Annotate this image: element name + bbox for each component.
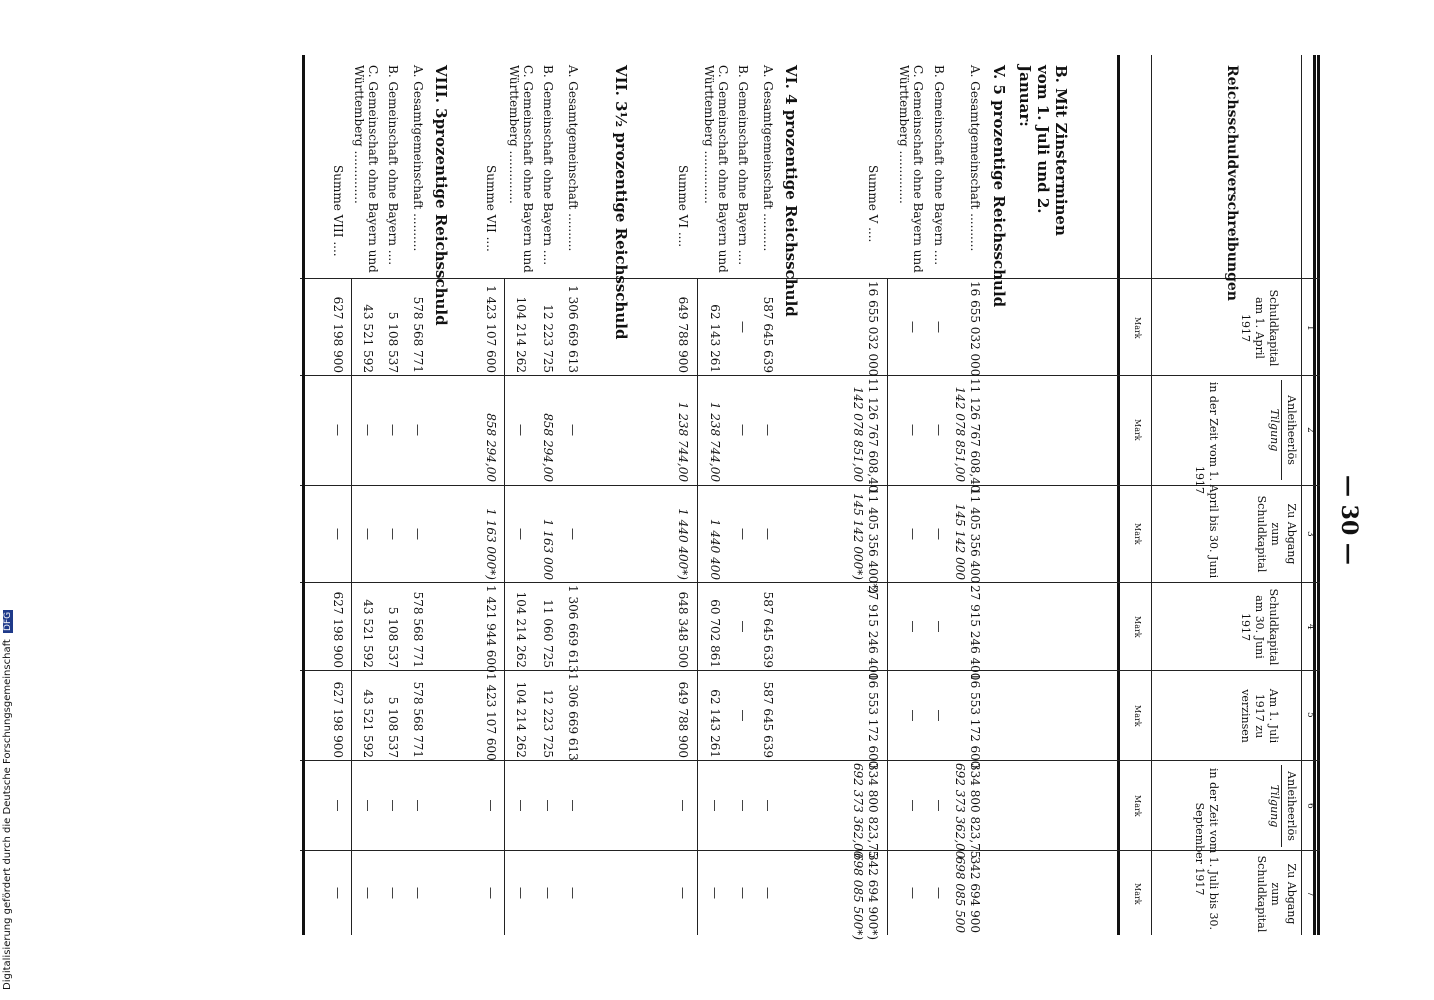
- cell: —: [906, 424, 920, 436]
- row-label: C. Gemeinschaft ohne Bayern und Württemberg ..............: [702, 65, 730, 273]
- col-rule-4: [300, 582, 1320, 583]
- cell: 587 645 639: [761, 591, 775, 668]
- section-b-heading: B. Mit Zinsterminen vom 1. Juli und 2. Januar:: [1016, 65, 1070, 236]
- cell: —: [514, 424, 528, 436]
- cell: —: [514, 887, 528, 899]
- cell: 5 108 537: [386, 696, 400, 758]
- sum-label: Summe VIII ....: [331, 165, 345, 257]
- top-rule: [1317, 55, 1320, 935]
- col-rule-5: [300, 670, 1320, 671]
- cell: —: [411, 887, 425, 899]
- cell: 11 126 767 608,40: [968, 378, 982, 493]
- col-number-2: 2: [1305, 427, 1315, 433]
- sum-cell: 342 694 900*): [866, 853, 880, 941]
- cell: 1 440 400: [708, 518, 722, 580]
- unit-rule: [1151, 55, 1152, 935]
- bottom-rule: [302, 55, 305, 935]
- sum-cell: 698 085 500*): [851, 853, 865, 941]
- sum-cell: 692 373 362,00: [851, 763, 865, 859]
- col-rule-6: [300, 760, 1320, 761]
- cell: 578 568 771: [411, 296, 425, 373]
- cell: —: [932, 620, 946, 633]
- col-number-7: 7: [1305, 891, 1315, 897]
- row-label: A. Gesamtgemeinschaft ..........: [566, 65, 580, 252]
- col-rule-2: [300, 375, 1320, 376]
- cell: —: [736, 799, 750, 812]
- sum-cell: —: [331, 887, 345, 899]
- cell: 1 306 669 613: [566, 585, 580, 673]
- cell: 11 060 725: [541, 599, 555, 668]
- cell: 858 294,00: [541, 413, 555, 482]
- col-number-5: 5: [1305, 712, 1315, 718]
- cell: 43 521 592: [361, 689, 375, 758]
- cell: —: [932, 799, 946, 812]
- cell: —: [411, 799, 425, 812]
- sum-cell: 648 348 500: [676, 591, 690, 668]
- label-column-header: Reichsschuldverschreibungen: [1224, 65, 1240, 301]
- sum-cell: 145 142 000*): [851, 492, 865, 580]
- row-label: B. Gemeinschaft ohne Bayern ....: [736, 65, 750, 266]
- col1-header: Schuldkapital am 1. April 1917: [1239, 289, 1280, 367]
- sum-cell: 1 421 944 600: [484, 585, 498, 673]
- sum-cell: 334 800 823,75: [866, 763, 880, 859]
- cell: —: [361, 887, 375, 899]
- unit-col3: Mark: [1133, 523, 1142, 545]
- col23-period: in der Zeit vom 1. April bis 30. Juni 1917: [1193, 381, 1220, 579]
- col7-header-top: Zu Abgang: [1285, 863, 1298, 925]
- sum-cell: 627 198 900: [331, 296, 345, 373]
- cell: 62 143 261: [708, 689, 722, 758]
- cell: —: [566, 424, 580, 436]
- dfg-logo: DFG: [3, 611, 13, 631]
- col2-header-bottom: Tilgung: [1267, 380, 1282, 480]
- cell: —: [736, 321, 750, 333]
- section-title: V. 5 prozentige Reichsschuld: [990, 65, 1008, 308]
- sum-rule: [887, 278, 888, 935]
- col6-header-bottom: Tilgung: [1267, 765, 1282, 847]
- unit-col6: Mark: [1133, 795, 1142, 817]
- cell: —: [566, 799, 580, 812]
- row-label: B. Gemeinschaft ohne Bayern ....: [932, 65, 946, 266]
- cell: —: [761, 887, 775, 899]
- row-label: C. Gemeinschaft ohne Bayern und Württemberg ..............: [507, 65, 535, 273]
- sum-cell: 16 553 172 600: [866, 673, 880, 769]
- cell: 43 521 592: [361, 304, 375, 373]
- col2-header-top: Anleiheerlös: [1285, 395, 1298, 465]
- sum-cell: 858 294,00: [484, 413, 498, 482]
- cell: 1 306 669 613: [566, 673, 580, 761]
- cell: 104 214 262: [514, 296, 528, 373]
- cell: —: [736, 528, 750, 540]
- cell: 145 142 000: [953, 503, 967, 580]
- unit-col2: Mark: [1133, 419, 1142, 441]
- sum-label: Summe VI ....: [676, 165, 690, 248]
- cell: —: [566, 528, 580, 540]
- cell: —: [906, 620, 920, 633]
- sum-cell: —: [676, 887, 690, 899]
- cell: 62 143 261: [708, 304, 722, 373]
- cell: —: [411, 528, 425, 540]
- row-label: A. Gesamtgemeinschaft ..........: [761, 65, 775, 252]
- cell: 5 108 537: [386, 311, 400, 373]
- cell: —: [386, 887, 400, 899]
- cell: 587 645 639: [761, 681, 775, 758]
- section-title: VIII. 3prozentige Reichsschuld: [432, 65, 450, 326]
- sum-rule: [504, 278, 505, 935]
- cell: —: [708, 799, 722, 812]
- cell: —: [566, 887, 580, 899]
- sum-cell: 11 126 767 608,40: [866, 378, 880, 493]
- sum-label: Summe V ....: [866, 165, 880, 243]
- sum-cell: —: [676, 799, 690, 812]
- cell: 5 108 537: [386, 606, 400, 668]
- cell: 334 800 823,75: [968, 763, 982, 859]
- sum-cell: 627 198 900: [331, 591, 345, 668]
- cell: —: [932, 321, 946, 333]
- row-label: A. Gesamtgemeinschaft ..........: [411, 65, 425, 252]
- cell: —: [932, 887, 946, 899]
- sum-cell: 649 788 900: [676, 681, 690, 758]
- row-label: C. Gemeinschaft ohne Bayern und Württemberg ..............: [352, 65, 380, 273]
- sum-label: Summe VII ....: [484, 165, 498, 252]
- col-number-1: 1: [1305, 325, 1315, 331]
- sum-cell: 16 655 032 000: [866, 281, 880, 377]
- col67-period: in der Zeit vom 1. Juli bis 30. September 1917: [1193, 768, 1220, 930]
- sum-cell: 142 078 851,00: [851, 386, 865, 482]
- sum-cell: 1 163 000*): [484, 508, 498, 580]
- row-label: A. Gesamtgemeinschaft ..........: [968, 65, 982, 252]
- sum-cell: —: [331, 424, 345, 436]
- sum-rule: [697, 278, 698, 935]
- cell: 16 553 172 600: [968, 673, 982, 769]
- cell: —: [906, 321, 920, 333]
- cell: 578 568 771: [411, 591, 425, 668]
- cell: —: [906, 528, 920, 540]
- cell: —: [736, 620, 750, 633]
- cell: —: [708, 887, 722, 899]
- cell: —: [514, 799, 528, 812]
- cell: —: [932, 424, 946, 436]
- col6-header-top: Anleiheerlös: [1285, 771, 1298, 841]
- col-rule-7: [300, 850, 1320, 851]
- digitization-footer: [2, 0, 13, 990]
- footer-text: Digitalisierung gefördert durch die Deutsche Forschungsgemeinschaft: [2, 639, 13, 990]
- cell: 11 405 356 400: [968, 488, 982, 584]
- cell: 104 214 262: [514, 591, 528, 668]
- col-number-4: 4: [1305, 624, 1315, 630]
- row-label: B. Gemeinschaft ohne Bayern ....: [541, 65, 555, 266]
- sum-cell: 627 198 900: [331, 681, 345, 758]
- cell: 12 223 725: [541, 304, 555, 373]
- section-title: VII. 3½ prozentige Reichsschuld: [612, 65, 630, 340]
- col-rule-3: [300, 485, 1320, 486]
- sum-cell: 1 440 400*): [676, 508, 690, 580]
- col-rule-1: [300, 278, 1320, 279]
- cell: —: [761, 424, 775, 436]
- cell: —: [736, 887, 750, 899]
- cell: —: [514, 528, 528, 540]
- sum-cell: 649 788 900: [676, 296, 690, 373]
- cell: 27 915 246 400: [968, 585, 982, 681]
- cell: —: [736, 709, 750, 722]
- row-label: B. Gemeinschaft ohne Bayern ....: [386, 65, 400, 266]
- cell: 698 085 500: [953, 856, 967, 933]
- cell: 692 373 362,00: [953, 763, 967, 859]
- cell: —: [906, 709, 920, 722]
- col-number-3: 3: [1305, 531, 1315, 537]
- cell: —: [386, 424, 400, 436]
- cell: 342 694 900: [968, 856, 982, 933]
- row-label: C. Gemeinschaft ohne Bayern und Württemberg ..............: [897, 65, 925, 273]
- cell: 587 645 639: [761, 296, 775, 373]
- sum-cell: —: [331, 528, 345, 540]
- unit-col7: Mark: [1133, 883, 1142, 905]
- cell: —: [932, 528, 946, 540]
- cell: —: [386, 528, 400, 540]
- sum-cell: —: [484, 887, 498, 899]
- cell: —: [932, 709, 946, 722]
- cell: —: [761, 799, 775, 812]
- cell: 12 223 725: [541, 689, 555, 758]
- cell: —: [411, 424, 425, 436]
- col3-header-bottom: zum Schuldkapital: [1255, 495, 1282, 573]
- sum-cell: 1 238 744,00: [676, 401, 690, 482]
- page-number: — 30 —: [1336, 475, 1362, 565]
- sum-cell: 11 405 356 400*): [866, 488, 880, 595]
- cell: —: [361, 424, 375, 436]
- sum-cell: 27 915 246 400: [866, 585, 880, 681]
- cell: 60 702 861: [708, 599, 722, 668]
- cell: —: [386, 799, 400, 812]
- cell: —: [541, 799, 555, 812]
- cell: 578 568 771: [411, 681, 425, 758]
- section-title: VI. 4 prozentige Reichsschuld: [782, 65, 800, 317]
- cell: 43 521 592: [361, 599, 375, 668]
- sum-rule: [351, 278, 352, 935]
- col-number-6: 6: [1305, 803, 1315, 809]
- col3-header-top: Zu Abgang: [1285, 503, 1298, 565]
- header-bottom-rule: [1117, 55, 1120, 935]
- cell: —: [736, 424, 750, 436]
- cell: 142 078 851,00: [953, 386, 967, 482]
- cell: —: [906, 799, 920, 812]
- unit-col1: Mark: [1133, 317, 1142, 339]
- unit-col4: Mark: [1133, 616, 1142, 638]
- col5-header: Am 1. Juli 1917 zu verzinsen: [1239, 688, 1280, 744]
- rotated-table-sheet: [300, 55, 1362, 941]
- cell: 16 655 032 000: [968, 281, 982, 377]
- cell: —: [361, 799, 375, 812]
- col4-header: Schuldkapital am 30. Juni 1917: [1239, 588, 1280, 666]
- unit-col5: Mark: [1133, 705, 1142, 727]
- sum-cell: —: [331, 799, 345, 812]
- cell: —: [541, 887, 555, 899]
- sum-cell: 1 423 107 600: [484, 673, 498, 761]
- column-number-rule: [1301, 55, 1302, 935]
- cell: —: [761, 528, 775, 540]
- sum-cell: 1 423 107 600: [484, 285, 498, 373]
- sum-cell: —: [484, 799, 498, 812]
- cell: 1 238 744,00: [708, 401, 722, 482]
- cell: —: [906, 887, 920, 899]
- col7-header-bottom: zum Schuldkapital: [1255, 855, 1282, 933]
- cell: 1 306 669 613: [566, 285, 580, 373]
- cell: 1 163 000: [541, 518, 555, 580]
- cell: —: [361, 528, 375, 540]
- cell: 104 214 262: [514, 681, 528, 758]
